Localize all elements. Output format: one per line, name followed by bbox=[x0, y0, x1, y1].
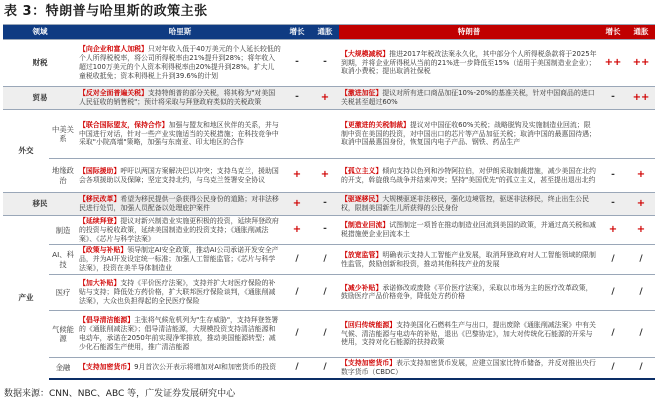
trump-growth-mark: / bbox=[599, 310, 627, 357]
table-row bbox=[3, 110, 655, 159]
trump-inflation-mark: ++ bbox=[627, 87, 655, 110]
row-subcategory: AI、科技 bbox=[49, 245, 77, 274]
table-row bbox=[3, 357, 655, 378]
table-header-row bbox=[3, 25, 655, 40]
harris-policy-tag: 【国际援助】 bbox=[79, 166, 121, 175]
trump-growth-mark: - bbox=[599, 159, 627, 193]
harris-inflation-mark: - bbox=[311, 193, 339, 216]
header-trump-growth: 增长 bbox=[599, 25, 627, 40]
header-trump-inflation: 通胀 bbox=[627, 25, 655, 40]
trump-inflation-mark: + bbox=[627, 159, 655, 193]
row-subcategory: 金融 bbox=[49, 357, 77, 378]
trump-inflation-mark: + bbox=[627, 193, 655, 216]
trump-growth-mark: - bbox=[599, 87, 627, 110]
trump-inflation-mark: / bbox=[627, 274, 655, 310]
header-harris: 哈里斯 bbox=[77, 25, 283, 40]
table-row bbox=[3, 310, 655, 357]
source-note: 数据来源：CNN、NBC、ABC 等，广发证券发展研究中心 bbox=[4, 389, 236, 399]
trump-growth-mark: - bbox=[599, 193, 627, 216]
harris-policy-tag: 【支持加密货币】 bbox=[79, 363, 135, 372]
harris-policy-tag: 【反对全面普遍关税】 bbox=[79, 89, 148, 98]
row-category: 贸易 bbox=[3, 87, 77, 110]
table-row bbox=[3, 245, 655, 274]
harris-policy bbox=[77, 357, 283, 378]
row-category: 财税 bbox=[3, 40, 77, 87]
trump-inflation-mark bbox=[627, 110, 655, 159]
harris-policy-text: 加强与盟友和地区伙伴的关系，并与中国进行对话，针对一些产业实施适当的关税措施；在科技竞争中采取"小院高墙"策略，加强与东南亚、印太地区的合作 bbox=[79, 120, 279, 147]
header-harris-inflation: 通胀 bbox=[311, 25, 339, 40]
row-subcategory: 制造 bbox=[49, 216, 77, 245]
harris-policy bbox=[77, 87, 283, 110]
trump-inflation-mark: / bbox=[627, 357, 655, 378]
row-subcategory: 中美关系 bbox=[49, 110, 77, 159]
trump-policy bbox=[339, 274, 599, 310]
harris-policy bbox=[77, 159, 283, 193]
harris-inflation-mark: / bbox=[311, 310, 339, 357]
harris-policy bbox=[77, 110, 283, 159]
trump-policy-tag: 【大规模减税】 bbox=[341, 49, 390, 58]
trump-policy-tag: 【更激进的关税制裁】 bbox=[341, 120, 410, 129]
harris-policy-text: 提议对新兴制造业实施更积极的投资，延续拜登政府的投资与税收政策，延续美国制造业的投资支持；《通胀削减法案》、《芯片与科学法案》 bbox=[79, 217, 279, 243]
harris-growth-mark: / bbox=[283, 310, 311, 357]
row-subcategory: 医疗 bbox=[49, 274, 77, 310]
trump-policy-text: 提议对所有进口商品加征10%-20%的基准关税，针对中国商品的进口关税甚至超过60% bbox=[341, 89, 595, 106]
trump-inflation-mark: / bbox=[627, 245, 655, 274]
harris-policy bbox=[77, 193, 283, 216]
harris-policy-text: 支持特朗普的部分关税，将其称为"对美国人民征收的销售税"；预计将采取与拜登政府类似的关税政策 bbox=[79, 89, 276, 106]
trump-policy-tag: 【驱逐移民】 bbox=[341, 195, 383, 204]
trump-policy bbox=[339, 87, 599, 110]
trump-inflation-mark: ++ bbox=[627, 40, 655, 87]
table-row bbox=[3, 87, 655, 110]
trump-policy bbox=[339, 245, 599, 274]
harris-inflation-mark: - bbox=[311, 40, 339, 87]
harris-inflation-mark: / bbox=[311, 274, 339, 310]
harris-inflation-mark: - bbox=[311, 216, 339, 245]
harris-inflation-mark: / bbox=[311, 357, 339, 378]
row-category: 外交 bbox=[3, 110, 49, 193]
table-row bbox=[3, 216, 655, 245]
trump-policy-text: 表示支持加密货币发展，应建立国家比特币储备，并反对推出央行数字货币（CBDC） bbox=[341, 358, 596, 376]
harris-inflation-mark: + bbox=[311, 87, 339, 110]
trump-inflation-mark: + bbox=[627, 216, 655, 245]
trump-policy bbox=[339, 310, 599, 357]
trump-policy-text: 推进2017年税改法案永久化，其中部分个人所得税条款将于2025年到期，并将企业所得税从当前的21%进一步降低至15%（适用于美国制造业企业）；取消小费税；提出取消社保税 bbox=[341, 49, 597, 76]
harris-policy-tag: 【政策与补贴】 bbox=[79, 246, 128, 255]
harris-inflation-mark: / bbox=[311, 245, 339, 274]
harris-policy-tag: 【延续拜登】 bbox=[79, 217, 121, 225]
harris-growth-mark: + bbox=[283, 159, 311, 193]
harris-policy-text: 只对年收入低于40万美元的个人延长较低的个人所得税税率，将公司所得税率由21%提升到28%；将年收入超过100万美元的个人资本利得税率由20%提升到28%。扩大儿童税收抵免；资本利得税上升到39.6%的计划 bbox=[79, 45, 281, 80]
trump-policy-text: 大规模驱逐非法移民，强化边境管控，驱逐非法移民，终止出生公民权，限制美国新生儿所获得的公民身份 bbox=[341, 195, 590, 212]
harris-growth-mark: / bbox=[283, 274, 311, 310]
trump-growth-mark: / bbox=[599, 245, 627, 274]
trump-policy-tag: 【减少补贴】 bbox=[341, 283, 383, 292]
trump-policy-tag: 【激进加征】 bbox=[341, 89, 383, 98]
page-title: 表 3：特朗普与哈里斯的政策主张 bbox=[4, 4, 208, 19]
row-subcategory: 地缘政治 bbox=[49, 159, 77, 193]
header-domain: 领域 bbox=[3, 25, 77, 40]
trump-policy-tag: 【支持加密货币】 bbox=[341, 358, 397, 367]
harris-policy-text: 支持《平价医疗法案》，支持并扩大对医疗保险的补贴与支持；降低处方药价格，扩大联邦医疗保险谈判，《通胀削减法案》，大众也负担得起的全民医疗保险 bbox=[79, 279, 276, 305]
harris-policy-tag: 【联合国际盟友，保持合作】 bbox=[79, 120, 169, 129]
trump-growth-mark: + bbox=[599, 216, 627, 245]
row-subcategory: 气候能源 bbox=[49, 310, 77, 357]
header-harris-growth: 增长 bbox=[283, 25, 311, 40]
harris-policy-text: 希望为移民提供一条获得公民身份的道路；对非法移民进行处罚，加强人员配备以处理庇护案件 bbox=[79, 195, 279, 212]
trump-policy bbox=[339, 40, 599, 87]
harris-policy bbox=[77, 40, 283, 87]
trump-policy-tag: 【回归传统能源】 bbox=[341, 320, 397, 329]
trump-policy bbox=[339, 193, 599, 216]
row-category: 移民 bbox=[3, 193, 77, 216]
harris-policy-text: 主张将气候危机列为"生存威胁"，支持拜登签署的《通胀削减法案》；倡导清洁能源，大规模投资支持清洁能源和电动车，承诺在2050年前实现净零排放，推动美国能源转型；减少化石能源生产使用，推广清洁能源 bbox=[79, 316, 279, 351]
table-row bbox=[3, 159, 655, 193]
trump-policy bbox=[339, 357, 599, 378]
harris-growth-mark: / bbox=[283, 357, 311, 378]
harris-growth-mark: - bbox=[283, 40, 311, 87]
harris-policy bbox=[77, 216, 283, 245]
trump-policy bbox=[339, 110, 599, 159]
harris-inflation-mark: + bbox=[311, 159, 339, 193]
harris-policy-tag: 【向企业和富人加税】 bbox=[79, 45, 148, 54]
trump-growth-mark bbox=[599, 110, 627, 159]
trump-policy-text: 倾向支持以色列和沙特阿拉伯，对伊朗采取制裁措施，减少美国在北约的开支，斡旋俄乌战争并结束冲突；坚持"美国优先"的孤立主义，甚至提出退出北约 bbox=[341, 166, 596, 184]
trump-policy-text: 承诺修改或废除《平价医疗法案》，采取以市场为主的医疗改革政策，鼓励医疗产品价格竞争，降低处方药价格 bbox=[341, 283, 593, 301]
trump-growth-mark: / bbox=[599, 274, 627, 310]
harris-policy bbox=[77, 245, 283, 274]
harris-policy-text: 呼吁以两国方案解决巴以冲突；支持乌克兰，援助国会各项援助以及保障；坚定支持北约，与乌克兰签署安全协议 bbox=[79, 166, 279, 184]
harris-growth-mark: - bbox=[283, 87, 311, 110]
harris-inflation-mark bbox=[311, 110, 339, 159]
trump-growth-mark: / bbox=[599, 357, 627, 378]
trump-growth-mark: ++ bbox=[599, 40, 627, 87]
policy-table bbox=[3, 24, 655, 380]
trump-policy-text: 支持美国化石燃料生产与出口，提出废除《通胀削减法案》中有关气候、清洁能源与电动车的补贴，退出《巴黎协定》，加大对传统化石能源的开采与使用，支持对化石能源的扶持政策 bbox=[341, 320, 596, 347]
trump-policy bbox=[339, 216, 599, 245]
trump-policy-text: 明确表示支持人工智能产业发展，取消拜登政府对人工智能领域的限制性监管，鼓励创新和投资，推动其他科技产业的发展 bbox=[341, 250, 596, 268]
trump-policy bbox=[339, 159, 599, 193]
trump-policy-tag: 【制造业回流】 bbox=[341, 221, 390, 230]
trump-policy-text: 提议对中国征收60%关税；战略脱钩及实施制造业回流；限制中资在美国的投资，对中国出口的芯片等产品加征关税；取消中国的最惠国待遇；取消中国最惠国身份，恢复国内电子产品、钢铁、药品生产 bbox=[341, 120, 596, 147]
table-row bbox=[3, 40, 655, 87]
harris-policy-text: 9月首次公开表示将增加对AI和加密货币的投资 bbox=[134, 363, 277, 372]
header-trump: 特朗普 bbox=[339, 25, 599, 40]
trump-policy-text: 试图制定一项旨在推动制造业回流到美国的政策，并通过高关税和减税措施使企业回流本土 bbox=[341, 221, 596, 239]
trump-policy-tag: 【孤立主义】 bbox=[341, 166, 383, 175]
harris-growth-mark bbox=[283, 110, 311, 159]
harris-policy bbox=[77, 310, 283, 357]
harris-policy bbox=[77, 274, 283, 310]
table-row bbox=[3, 274, 655, 310]
harris-policy-tag: 【加大补贴】 bbox=[79, 279, 121, 288]
table-row bbox=[3, 193, 655, 216]
harris-growth-mark: / bbox=[283, 245, 311, 274]
harris-growth-mark: + bbox=[283, 216, 311, 245]
row-category: 产业 bbox=[3, 216, 49, 379]
harris-policy-tag: 【倡导清洁能源】 bbox=[79, 316, 135, 325]
harris-growth-mark: + bbox=[283, 193, 311, 216]
trump-policy-tag: 【放宽监管】 bbox=[341, 250, 383, 259]
harris-policy-tag: 【移民改革】 bbox=[79, 195, 121, 204]
harris-policy-text: 领导制定AI安全政策，推动AI公司承诺开发安全产品，并为AI开发设定统一标准；加强人工智能监管；《芯片与科学法案》，投资在美半导体制造业 bbox=[79, 246, 279, 273]
trump-inflation-mark: / bbox=[627, 310, 655, 357]
